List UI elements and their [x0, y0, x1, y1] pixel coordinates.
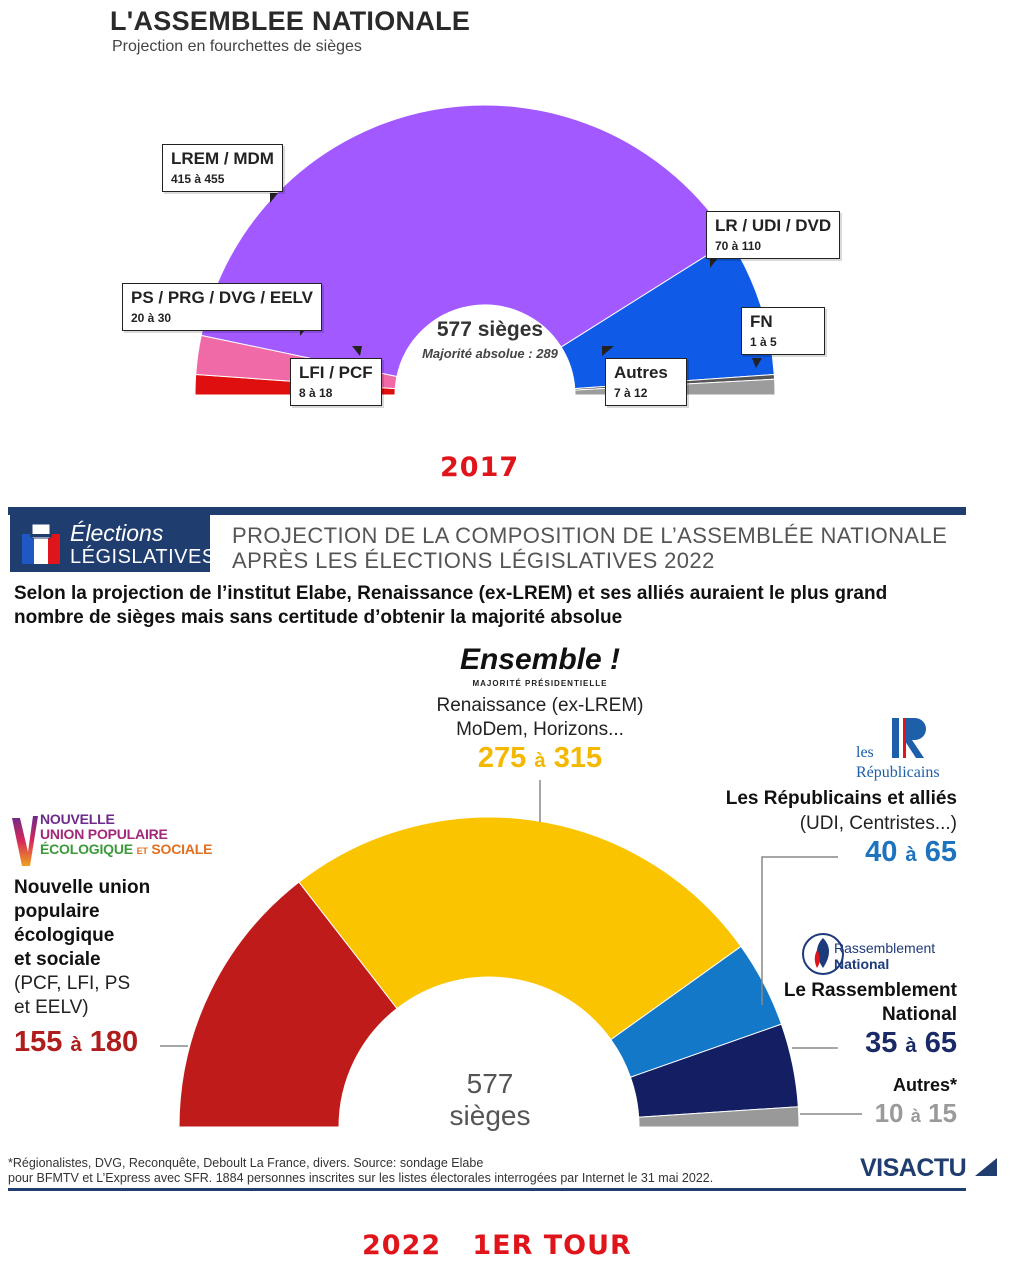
range-high: 180 [89, 1026, 139, 1058]
label-name: LFI / PCF [299, 363, 373, 382]
lr-range [600, 836, 957, 869]
elections-logo-line1: Élections [70, 520, 164, 546]
nupes-label-sub [14, 972, 214, 1020]
autres-label-name: Autres* [892, 1075, 957, 1095]
lr-label-name: Les Républicains et alliés [725, 788, 957, 809]
lr-label-sub: (UDI, Centristes...) [799, 813, 957, 834]
rn-label-name-2: National [882, 1004, 957, 1025]
range-high: 65 [924, 836, 957, 868]
label-range: 1 à 5 [750, 335, 777, 349]
chart-title-2022-line2: APRÈS LES ÉLECTIONS LÉGISLATIVES 2022 [232, 548, 715, 573]
ensemble-brand-sub: MAJORITÉ PRÉSIDENTIELLE [472, 679, 608, 688]
footnote [8, 1156, 858, 1186]
label-range: 70 à 110 [715, 239, 762, 253]
label-range: 20 à 30 [131, 311, 172, 325]
autres-range [600, 1098, 957, 1129]
nupes-logo-line1: NOUVELLE [40, 811, 115, 827]
majority-label-2017: Majorité absolue : 289 [422, 346, 558, 361]
range-high: 315 [553, 742, 603, 774]
range-joiner: à [905, 844, 917, 866]
nupes-logo-line3 [40, 842, 212, 859]
nupes-logo-sociale: SOCIALE [151, 841, 213, 857]
nupes-sub-1: (PCF, LFI, PS [14, 973, 131, 994]
label-range: 7 à 12 [614, 386, 648, 400]
range-joiner: à [534, 750, 546, 772]
label-name: LREM / MDM [171, 149, 274, 168]
nupes-name-4: et sociale [14, 949, 101, 970]
year-label-2017: 2017 [440, 452, 520, 483]
nupes-logo-text [40, 812, 212, 859]
lr-logo-text-2: Républicains [856, 764, 940, 781]
total-seats-2022-word: sièges [449, 1100, 531, 1131]
nupes-label-name [14, 876, 214, 972]
range-low: 40 [865, 836, 898, 868]
rn-range [600, 1027, 957, 1060]
ensemble-range [380, 742, 700, 775]
label-name: FN [750, 312, 773, 331]
lr-logo-text-1: les [856, 744, 874, 761]
total-seats-2017: 577 sièges [436, 318, 544, 341]
label-range: 8 à 18 [299, 386, 333, 400]
ensemble-label-line2: MoDem, Horizons... [456, 719, 624, 740]
rn-logo-text-2: National [834, 956, 890, 972]
range-joiner: à [905, 1035, 917, 1057]
chart-subtitle-2017: Projection en fourchettes de sièges [112, 38, 362, 55]
nupes-logo-line2: UNION POPULAIRE [40, 826, 168, 842]
range-low: 10 [874, 1098, 904, 1128]
headline-line1: Selon la projection de l’institut Elabe, Renaissance (ex-LREM) et ses alliés auraient le plus grand [14, 583, 888, 604]
visactu-logo [860, 1154, 999, 1183]
range-high: 15 [928, 1098, 957, 1128]
ensemble-label-line1: Renaissance (ex-LREM) [436, 695, 644, 716]
lr-logo-icon [892, 718, 926, 758]
nupes-logo-eco: ÉCOLOGIQUE [40, 841, 133, 857]
footnote-line2: pour BFMTV et L’Express avec SFR. 1884 personnes inscrites sur les listes électorales interrogées par Internet le 31 mai 2022. [8, 1171, 714, 1185]
visactu-mark-icon [973, 1156, 999, 1178]
nupes-name-2: populaire [14, 901, 100, 922]
range-low: 155 [14, 1026, 63, 1058]
nupes-name-1: Nouvelle union [14, 877, 151, 898]
total-seats-2022-number: 577 [466, 1068, 514, 1099]
nupes-range [14, 1026, 138, 1059]
ensemble-brand: Ensemble ! [459, 643, 621, 676]
footnote-line1: *Régionalistes, DVG, Reconquête, Deboult La France, divers. Source: sondage Elabe [8, 1156, 484, 1170]
elections-logo-line2: LÉGISLATIVES [70, 546, 216, 568]
range-low: 35 [865, 1027, 898, 1059]
chart-title-2017: L'ASSEMBLEE NATIONALE [110, 6, 471, 36]
rn-label-name-1: Le Rassemblement [783, 980, 957, 1001]
nupes-name-3: écologique [14, 925, 115, 946]
range-joiner: à [70, 1034, 82, 1056]
rn-logo-text-1: Rassemblement [834, 940, 936, 956]
visactu-logo-text: VISACTU [860, 1154, 967, 1182]
label-range: 415 à 455 [171, 172, 225, 186]
nupes-logo-et: ET [136, 846, 148, 856]
range-joiner: à [910, 1106, 921, 1126]
chart-title-2022-line1: PROJECTION DE LA COMPOSITION DE L’ASSEMBLÉE NATIONALE [232, 523, 948, 548]
nupes-sub-2: et EELV) [14, 997, 89, 1018]
range-high: 65 [924, 1027, 957, 1059]
range-low: 275 [477, 742, 527, 774]
label-name: LR / UDI / DVD [715, 216, 832, 235]
label-name: PS / PRG / DVG / EELV [131, 288, 314, 307]
year-label-2022: 2022 1ER TOUR [362, 1230, 632, 1261]
headline-line2: nombre de sièges mais sans certitude d’obtenir la majorité absolue [14, 607, 623, 628]
footer-bar [8, 1188, 966, 1191]
label-name: Autres [614, 363, 668, 382]
nupes-v-icon [12, 816, 38, 866]
